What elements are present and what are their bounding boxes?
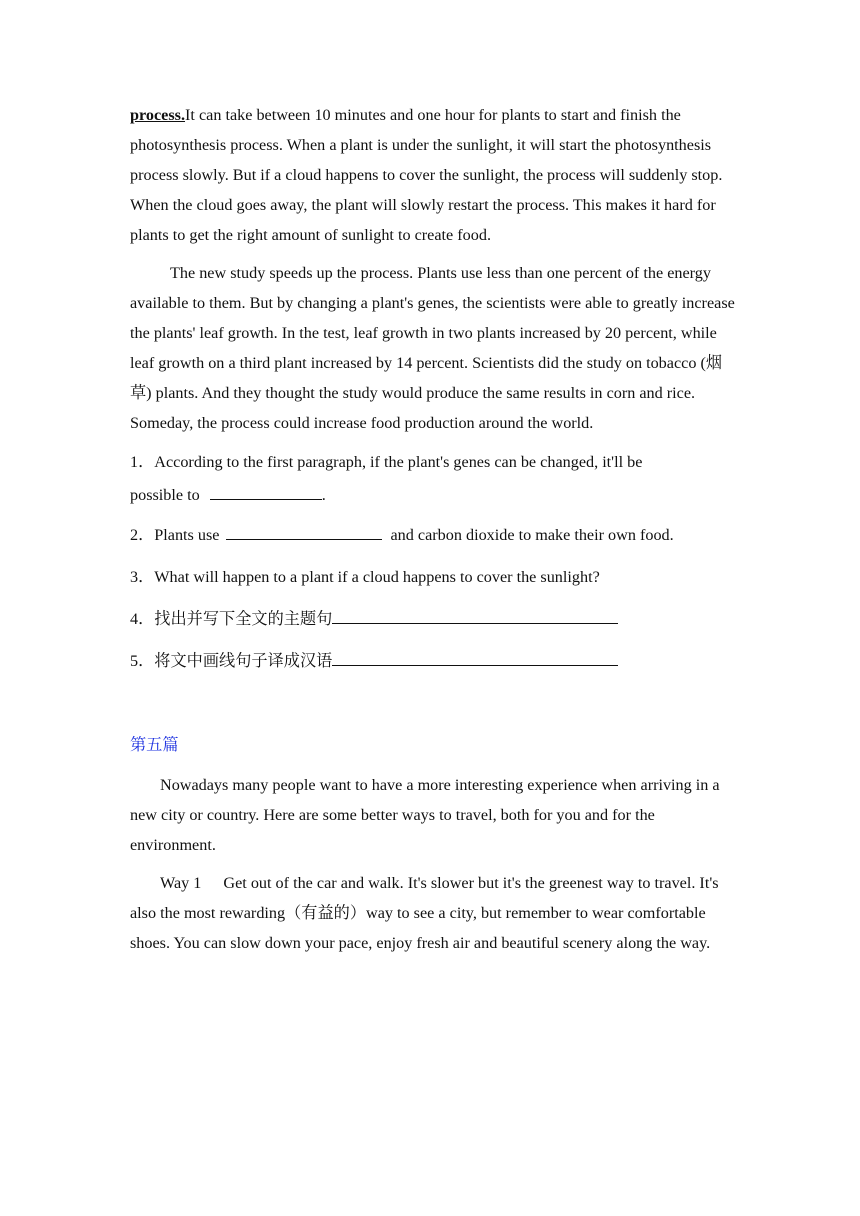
question-3: 3．What will happen to a plant if a cloud happens to cover the sunlight? <box>130 568 600 586</box>
question-2-pre-text: 2．Plants use <box>130 526 220 544</box>
question-4 <box>130 604 735 634</box>
question-1-cont-text: possible to <box>130 486 200 504</box>
question-1 <box>130 447 735 477</box>
section-5-paragraph-1: Nowadays many people want to have a more interesting experience when arriving in a new city or country. Here are some better ways to travel, both for you and for the environment. <box>130 776 720 854</box>
section-5-way-1 <box>130 868 735 958</box>
passage-paragraph-1 <box>130 100 735 250</box>
answer-blank-5[interactable] <box>332 647 618 666</box>
question-1-end: . <box>321 486 326 504</box>
document-page <box>130 100 735 958</box>
paragraph-1-text: It can take between 10 minutes and one hour for plants to start and finish the photosynthesis process. When a plant is under the sunlight, it will start the photosynthesis process slowly. But if a cloud happens to cover the sunlight, the process will suddenly stop. When the cloud goes away, the plant will slowly restart the process. This makes it hard for plants to get the right amount of sunlight to create food. <box>130 106 723 244</box>
way-1-label: Way 1 <box>160 874 202 892</box>
question-1-text: 1．According to the first paragraph, if the plant's genes can be changed, it'll be <box>130 453 643 471</box>
answer-blank-4[interactable] <box>332 605 618 624</box>
passage-paragraph-2: The new study speeds up the process. Plants use less than one percent of the energy available to them. But by changing a plant's genes, the scientists were able to greatly increase the plants' leaf growth. In the test, leaf growth in two plants increased by 20 percent, while leaf growth on a third plant increased by 14 percent. Scientists did the study on tobacco (烟草) plants. And they thought the study would produce the same results in corn and rice. Someday, the process could increase food production around the world. <box>130 264 735 432</box>
underlined-lead-word: process. <box>130 106 186 124</box>
section-title: 第五篇 <box>130 736 179 754</box>
question-4-text: 4．找出并写下全文的主题句 <box>130 610 333 628</box>
answer-blank-2[interactable] <box>226 521 382 540</box>
answer-blank-1[interactable] <box>210 481 322 500</box>
question-5-text: 5．将文中画线句子译成汉语 <box>130 652 333 670</box>
question-5 <box>130 646 735 676</box>
question-2-post-text: and carbon dioxide to make their own food. <box>390 526 674 544</box>
question-2 <box>130 520 735 550</box>
question-1-continued <box>130 480 735 510</box>
way-1-text: Get out of the car and walk. It's slower but it's the greenest way to travel. It's also the most rewarding（有益的）way to see a city, but remember to wear comfortable shoes. You can slow down your pace, enjoy fresh air and beautiful scenery along the way. <box>130 874 719 952</box>
